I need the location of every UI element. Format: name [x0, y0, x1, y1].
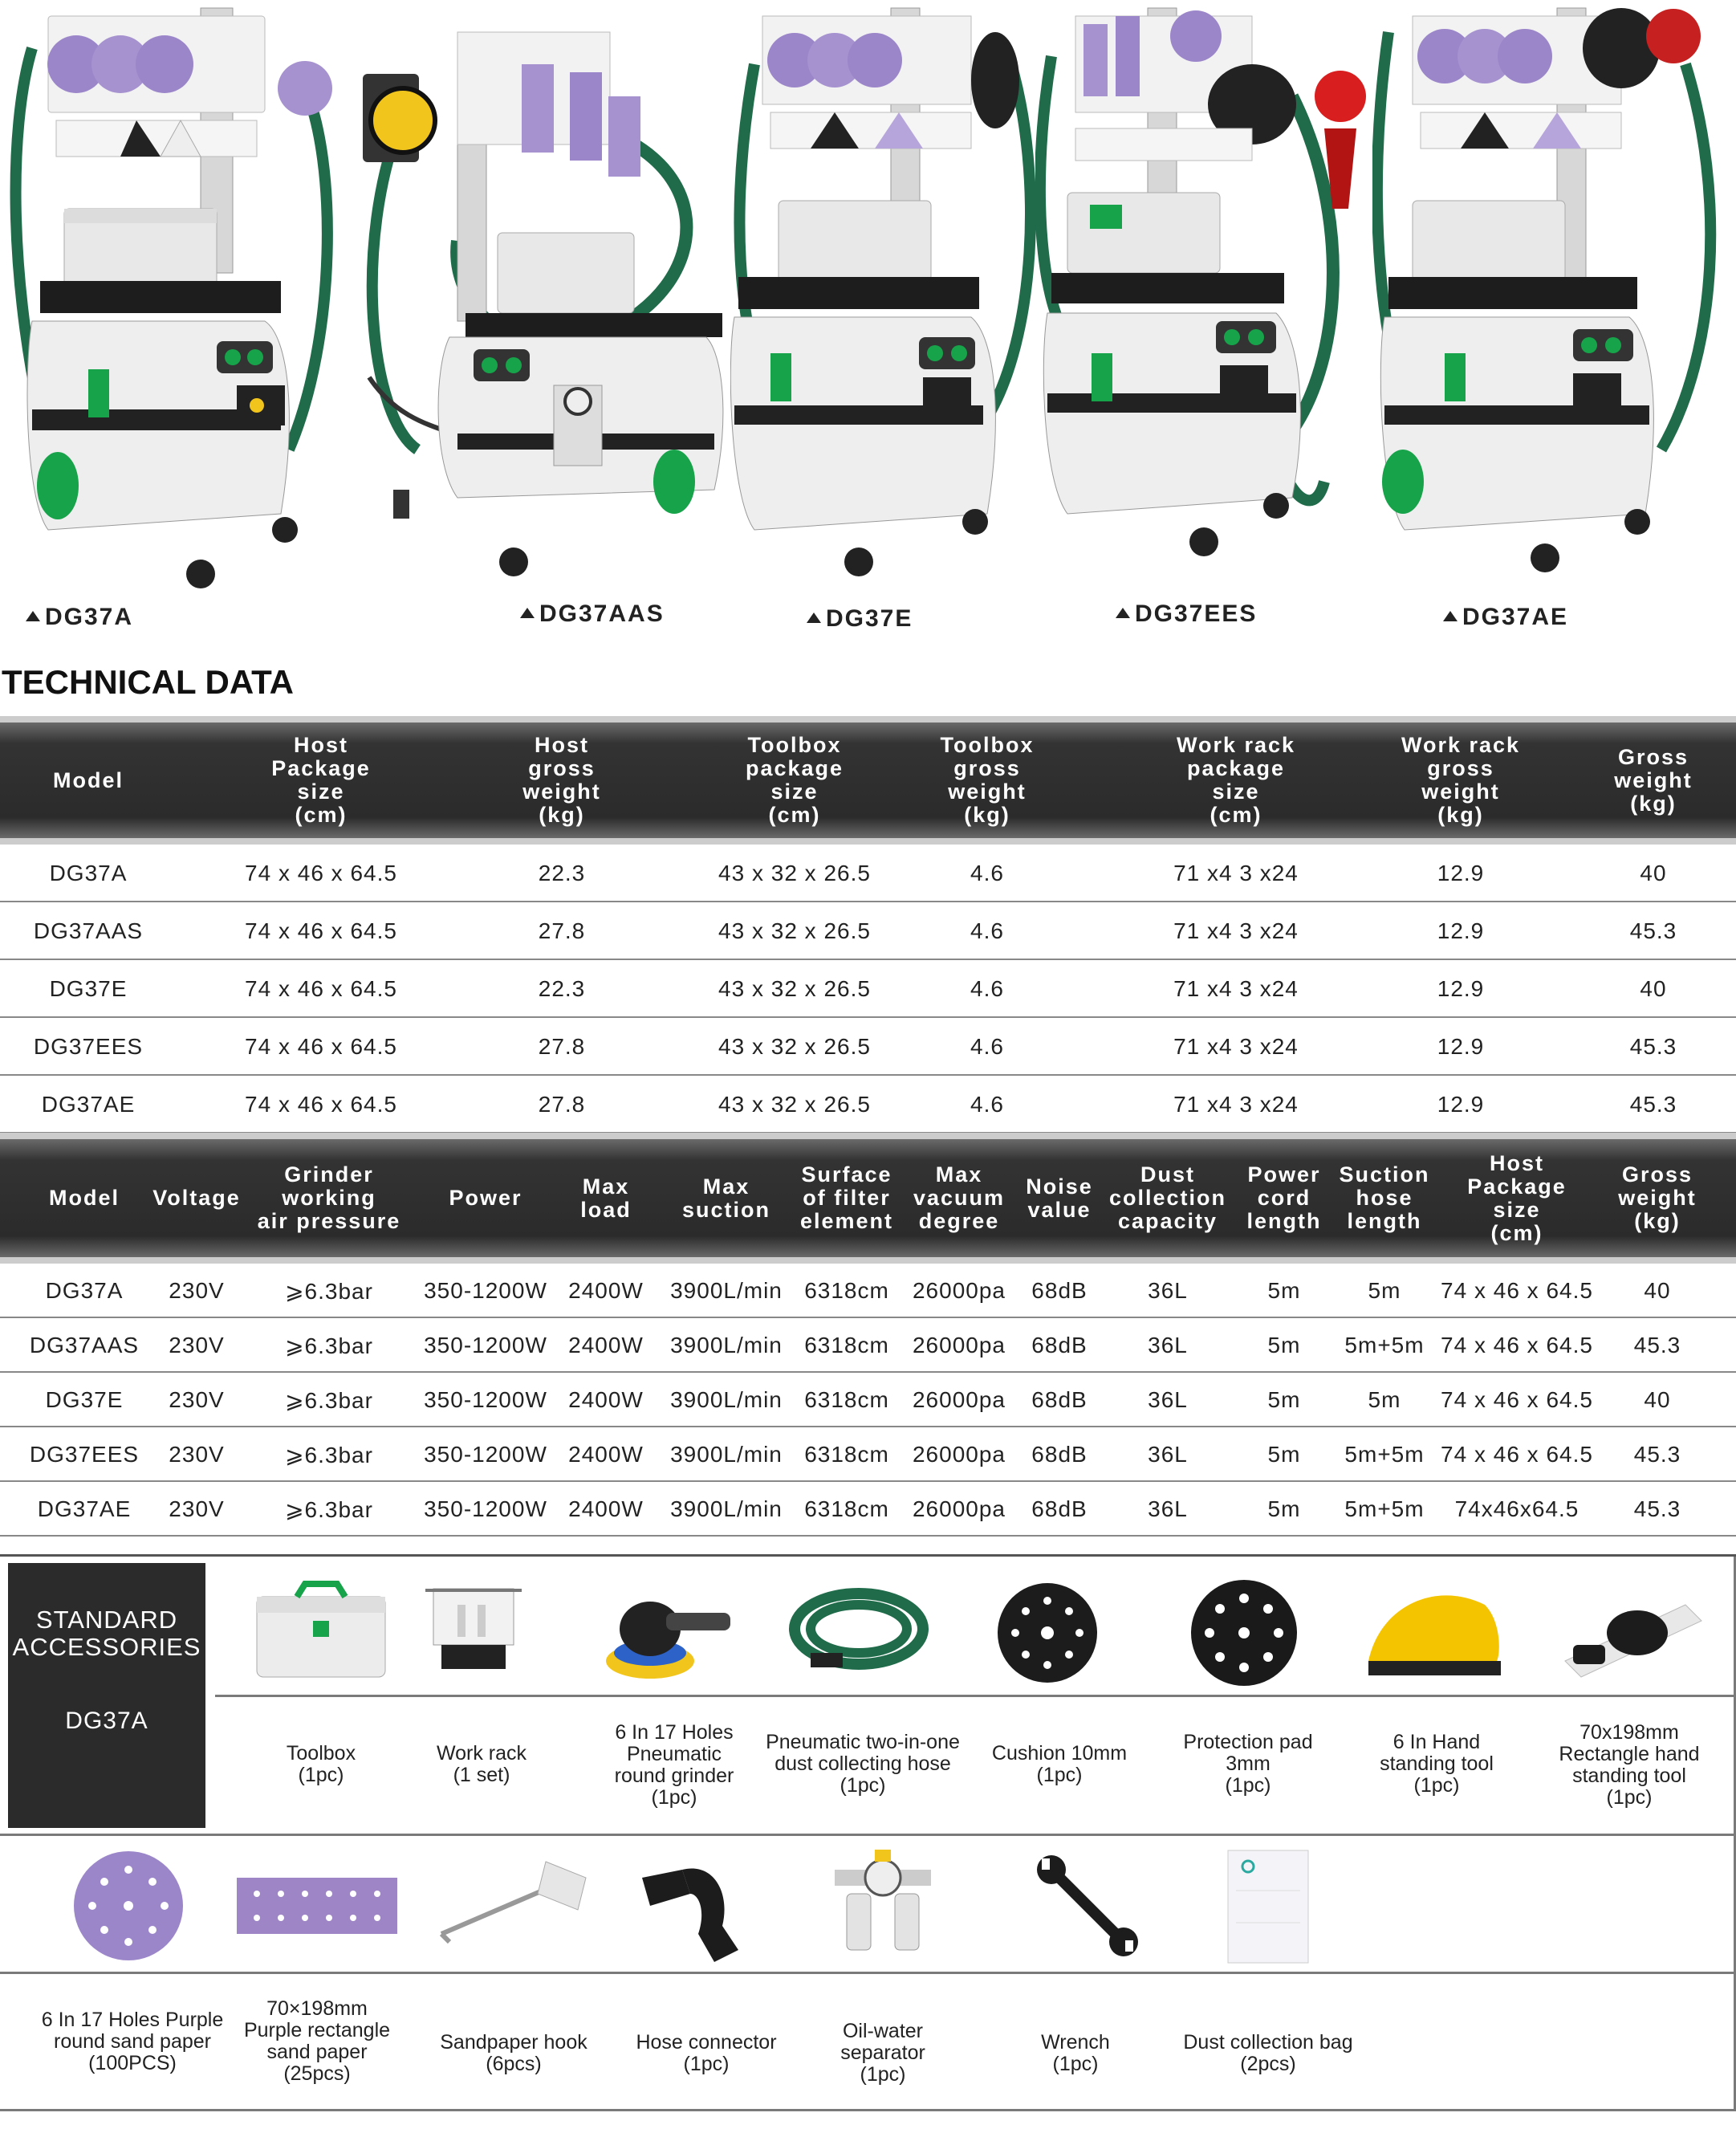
table-cell: 43 x 32 x 26.5: [718, 1034, 871, 1059]
table-cell: 68dB: [1031, 1333, 1088, 1358]
accessory-label: Protection pad 3mm (1pc): [1183, 1731, 1313, 1797]
table-cell: 230V: [169, 1278, 225, 1303]
table-cell: 45.3: [1629, 1034, 1677, 1059]
column-header: Suction hose length: [1339, 1162, 1430, 1233]
sandpaper-hook-icon: [433, 1846, 594, 1966]
table-cell: 4.6: [970, 1034, 1004, 1059]
pneumatic-grinder-icon: [594, 1573, 738, 1693]
table-cell: 71 x4 3 x24: [1173, 1034, 1299, 1059]
table-cell: 2400W: [568, 1387, 644, 1412]
hose-connector-icon: [634, 1846, 762, 1966]
table-cell: 3900L/min: [670, 1333, 783, 1358]
accessory-label: Cushion 10mm (1pc): [991, 1742, 1128, 1786]
product-label: [26, 604, 133, 631]
triangle-icon: [807, 613, 821, 623]
table-cell: 4.6: [970, 1092, 1004, 1117]
triangle-icon: [520, 608, 535, 618]
table-cell: 45.3: [1629, 918, 1677, 943]
table-cell: 22.3: [538, 861, 586, 885]
round-sandpaper-icon: [64, 1846, 193, 1966]
product-dg37ae: [1372, 0, 1734, 634]
table-cell: 40: [1640, 976, 1667, 1001]
table-cell: 74 x 46 x 64.5: [1441, 1333, 1593, 1358]
accessory-label: Work rack (1 set): [436, 1742, 527, 1786]
accessories-title: STANDARD ACCESSORIES: [12, 1606, 201, 1661]
column-header: Host Package size (cm): [271, 733, 371, 827]
table-cell: 74 x 46 x 64.5: [1441, 1442, 1593, 1467]
table-cell: 74 x 46 x 64.5: [1441, 1278, 1593, 1303]
table-cell: 12.9: [1437, 976, 1485, 1001]
standard-accessories: [0, 1554, 1736, 2116]
table-row: [0, 1076, 1736, 1134]
table-cell: 12.9: [1437, 1034, 1485, 1059]
table-cell: ⩾6.3bar: [285, 1333, 373, 1358]
table-cell: 40: [1644, 1278, 1671, 1303]
divider: [0, 1972, 1736, 1974]
model-cell: DG37EES: [29, 1442, 140, 1467]
accessory-label: Hose connector (1pc): [636, 2031, 777, 2075]
table-cell: 45.3: [1633, 1442, 1681, 1467]
table-cell: 2400W: [568, 1278, 644, 1303]
table-cell: 74 x 46 x 64.5: [245, 861, 397, 885]
table-cell: 3900L/min: [670, 1387, 783, 1412]
section-title: TECHNICAL DATA: [2, 663, 294, 701]
table-cell: 36L: [1148, 1442, 1188, 1467]
table-cell: 4.6: [970, 918, 1004, 943]
table-cell: ⩾6.3bar: [285, 1278, 373, 1304]
divider: [0, 2109, 1736, 2111]
table-cell: 3900L/min: [670, 1496, 783, 1521]
accessories-model: DG37A: [65, 1708, 148, 1734]
table-cell: 74x46x64.5: [1454, 1496, 1579, 1521]
table-cell: 43 x 32 x 26.5: [718, 918, 871, 943]
table-header: [0, 1133, 1736, 1264]
accessory-label: Wrench (1pc): [1041, 2031, 1110, 2075]
accessory-label: 6 In Hand standing tool (1pc): [1380, 1731, 1494, 1797]
table-cell: 6318cm: [804, 1333, 889, 1358]
table-row: [0, 1264, 1736, 1318]
product-label: [1116, 600, 1257, 628]
table-row: [0, 960, 1736, 1018]
accessory-label: Pneumatic two-in-one dust collecting hose (1pc): [766, 1731, 960, 1797]
table-cell: 74 x 46 x 64.5: [245, 1034, 397, 1059]
product-label: [1443, 604, 1568, 631]
accessory-label: 6 In 17 Holes Purple round sand paper (100PCS): [41, 2009, 224, 2074]
hose-icon: [779, 1573, 939, 1693]
table-cell: 43 x 32 x 26.5: [718, 1092, 871, 1117]
column-header: Max suction: [681, 1174, 770, 1222]
table-cell: 6318cm: [804, 1278, 889, 1303]
table-row: [0, 1318, 1736, 1373]
column-header: Surface of filter element: [799, 1162, 894, 1233]
product-dg37aas: [353, 0, 730, 634]
accessory-label: Toolbox (1pc): [286, 1742, 356, 1786]
column-header: Work rack package size (cm): [1176, 733, 1296, 827]
table-cell: 43 x 32 x 26.5: [718, 861, 871, 885]
table-cell: 350-1200W: [424, 1278, 547, 1303]
table-row: [0, 1373, 1736, 1427]
product-name: DG37A: [45, 604, 134, 630]
table-cell: 2400W: [568, 1442, 644, 1467]
table-cell: 6318cm: [804, 1442, 889, 1467]
table-cell: 36L: [1148, 1333, 1188, 1358]
table-cell: 2400W: [568, 1496, 644, 1521]
rectangle-sandpaper-icon: [233, 1846, 401, 1966]
table-cell: 45.3: [1629, 1092, 1677, 1117]
oil-water-separator-icon: [819, 1846, 947, 1966]
table-cell: 5m: [1267, 1442, 1301, 1467]
table-cell: 71 x4 3 x24: [1173, 1092, 1299, 1117]
table-cell: 6318cm: [804, 1387, 889, 1412]
table-cell: 71 x4 3 x24: [1173, 918, 1299, 943]
table-cell: 5m+5m: [1344, 1442, 1425, 1467]
package-data-table: [0, 716, 1736, 1130]
column-header: Toolbox package size (cm): [745, 733, 844, 827]
table-cell: 71 x4 3 x24: [1173, 861, 1299, 885]
table-cell: 230V: [169, 1442, 225, 1467]
product-dg37ees: [1035, 0, 1372, 634]
accessory-label: 70×198mm Purple rectangle sand paper (25pcs): [243, 1997, 391, 2085]
table-cell: 5m: [1368, 1387, 1401, 1412]
accessory-label: Dust collection bag (2pcs): [1183, 2031, 1353, 2075]
table-cell: 74 x 46 x 64.5: [245, 918, 397, 943]
table-cell: 36L: [1148, 1278, 1188, 1303]
product-dg37e: [730, 0, 1051, 634]
product-label: [807, 605, 913, 633]
product-name: DG37EES: [1135, 600, 1258, 627]
table-row: [0, 1482, 1736, 1537]
table-cell: ⩾6.3bar: [285, 1442, 373, 1467]
product-name: DG37AE: [1462, 604, 1569, 630]
table-cell: 27.8: [538, 918, 586, 943]
table-cell: 45.3: [1633, 1333, 1681, 1358]
table-cell: 26000pa: [912, 1442, 1006, 1467]
product-name: DG37AAS: [539, 600, 665, 627]
table-cell: 68dB: [1031, 1387, 1088, 1412]
table-cell: ⩾6.3bar: [285, 1496, 373, 1522]
table-cell: 350-1200W: [424, 1387, 547, 1412]
table-cell: 6318cm: [804, 1496, 889, 1521]
table-cell: 40: [1640, 861, 1667, 885]
table-cell: 5m: [1267, 1278, 1301, 1303]
table-cell: 22.3: [538, 976, 586, 1001]
table-cell: 40: [1644, 1387, 1671, 1412]
table-row: [0, 845, 1736, 902]
wrench-icon: [1027, 1846, 1148, 1966]
model-cell: DG37EES: [33, 1034, 144, 1059]
product-name: DG37E: [826, 605, 913, 632]
column-header: Work rack gross weight (kg): [1401, 733, 1521, 827]
table-cell: 5m+5m: [1344, 1333, 1425, 1358]
vacuum-cart-image: [730, 0, 1051, 594]
table-cell: 230V: [169, 1387, 225, 1412]
table-cell: 350-1200W: [424, 1333, 547, 1358]
divider: [0, 1834, 1736, 1836]
table-cell: 12.9: [1437, 918, 1485, 943]
column-header: Power cord length: [1246, 1162, 1322, 1233]
table-cell: 36L: [1148, 1496, 1188, 1521]
triangle-icon: [1116, 608, 1130, 618]
vacuum-cart-image: [1372, 0, 1734, 594]
table-cell: 36L: [1148, 1387, 1188, 1412]
model-cell: DG37AAS: [33, 918, 144, 943]
model-cell: DG37E: [49, 976, 128, 1001]
table-cell: 45.3: [1633, 1496, 1681, 1521]
table-row: [0, 1018, 1736, 1076]
accessory-label: 6 In 17 Holes Pneumatic round grinder (1pc): [614, 1721, 734, 1809]
accessory-label: Sandpaper hook (6pcs): [440, 2031, 587, 2075]
table-cell: 2400W: [568, 1333, 644, 1358]
table-cell: 68dB: [1031, 1278, 1088, 1303]
divider: [215, 1695, 1736, 1697]
table-cell: 74 x 46 x 64.5: [245, 1092, 397, 1117]
column-header: Toolbox gross weight (kg): [940, 733, 1035, 827]
column-header: Voltage: [152, 1186, 241, 1210]
table-cell: 230V: [169, 1333, 225, 1358]
accessories-sidebar: [8, 1563, 205, 1828]
table-cell: 12.9: [1437, 861, 1485, 885]
table-cell: 5m+5m: [1344, 1496, 1425, 1521]
hand-sanding-tool-icon: [1356, 1573, 1517, 1693]
column-header: Gross weight (kg): [1618, 1162, 1697, 1233]
model-cell: DG37AAS: [29, 1333, 140, 1358]
column-header: Model: [49, 1186, 120, 1210]
cushion-pad-icon: [987, 1573, 1108, 1693]
column-header: Host Package size (cm): [1467, 1150, 1567, 1245]
table-cell: 68dB: [1031, 1442, 1088, 1467]
column-header: Dust collection capacity: [1108, 1162, 1227, 1233]
column-header: Max load: [580, 1174, 632, 1222]
table-cell: 5m: [1267, 1387, 1301, 1412]
table-cell: 230V: [169, 1496, 225, 1521]
table-cell: ⩾6.3bar: [285, 1387, 373, 1413]
model-cell: DG37E: [45, 1387, 124, 1412]
product-dg37a: [0, 0, 353, 634]
table-cell: 74 x 46 x 64.5: [1441, 1387, 1593, 1412]
triangle-icon: [26, 611, 40, 621]
table-cell: 43 x 32 x 26.5: [718, 976, 871, 1001]
vacuum-cart-image: [1035, 0, 1372, 594]
table-cell: 4.6: [970, 976, 1004, 1001]
protection-pad-icon: [1180, 1573, 1308, 1693]
accessory-label: 70x198mm Rectangle hand standing tool (1pc): [1559, 1721, 1700, 1809]
model-cell: DG37AE: [37, 1496, 132, 1521]
toolbox-icon: [241, 1573, 401, 1693]
table-cell: 26000pa: [912, 1496, 1006, 1521]
column-header: Power: [449, 1186, 522, 1210]
table-row: [0, 1427, 1736, 1482]
table-cell: 3900L/min: [670, 1278, 783, 1303]
product-label: [520, 600, 665, 628]
table-cell: 26000pa: [912, 1278, 1006, 1303]
column-header: Grinder working air pressure: [257, 1162, 401, 1233]
table-row: [0, 902, 1736, 960]
triangle-icon: [1443, 611, 1458, 621]
vacuum-cart-image: [353, 0, 730, 594]
work-rack-icon: [401, 1573, 546, 1693]
table-cell: 26000pa: [912, 1387, 1006, 1412]
table-cell: 5m: [1267, 1333, 1301, 1358]
table-cell: 4.6: [970, 861, 1004, 885]
table-cell: 350-1200W: [424, 1442, 547, 1467]
table-cell: 27.8: [538, 1034, 586, 1059]
table-cell: 3900L/min: [670, 1442, 783, 1467]
column-header: Model: [53, 767, 124, 792]
rectangle-hand-tool-icon: [1549, 1573, 1710, 1693]
product-gallery: [0, 0, 1736, 642]
table-cell: 350-1200W: [424, 1496, 547, 1521]
model-cell: DG37AE: [41, 1092, 136, 1117]
table-cell: 71 x4 3 x24: [1173, 976, 1299, 1001]
column-header: Host gross weight (kg): [522, 733, 601, 827]
accessory-label: Oil-water separator (1pc): [840, 2020, 925, 2086]
vacuum-cart-image: [0, 0, 353, 594]
table-cell: 5m: [1368, 1278, 1401, 1303]
column-header: Gross weight (kg): [1614, 744, 1693, 816]
table-cell: 26000pa: [912, 1333, 1006, 1358]
table-cell: 12.9: [1437, 1092, 1485, 1117]
column-header: Max vacuum degree: [913, 1162, 1006, 1233]
specifications-table: [0, 1133, 1736, 1549]
model-cell: DG37A: [49, 861, 128, 885]
table-header: [0, 716, 1736, 845]
column-header: Noise value: [1026, 1174, 1093, 1222]
table-cell: 68dB: [1031, 1496, 1088, 1521]
table-cell: 74 x 46 x 64.5: [245, 976, 397, 1001]
table-cell: 5m: [1267, 1496, 1301, 1521]
table-cell: 27.8: [538, 1092, 586, 1117]
dust-bag-icon: [1212, 1842, 1324, 1971]
model-cell: DG37A: [45, 1278, 124, 1303]
